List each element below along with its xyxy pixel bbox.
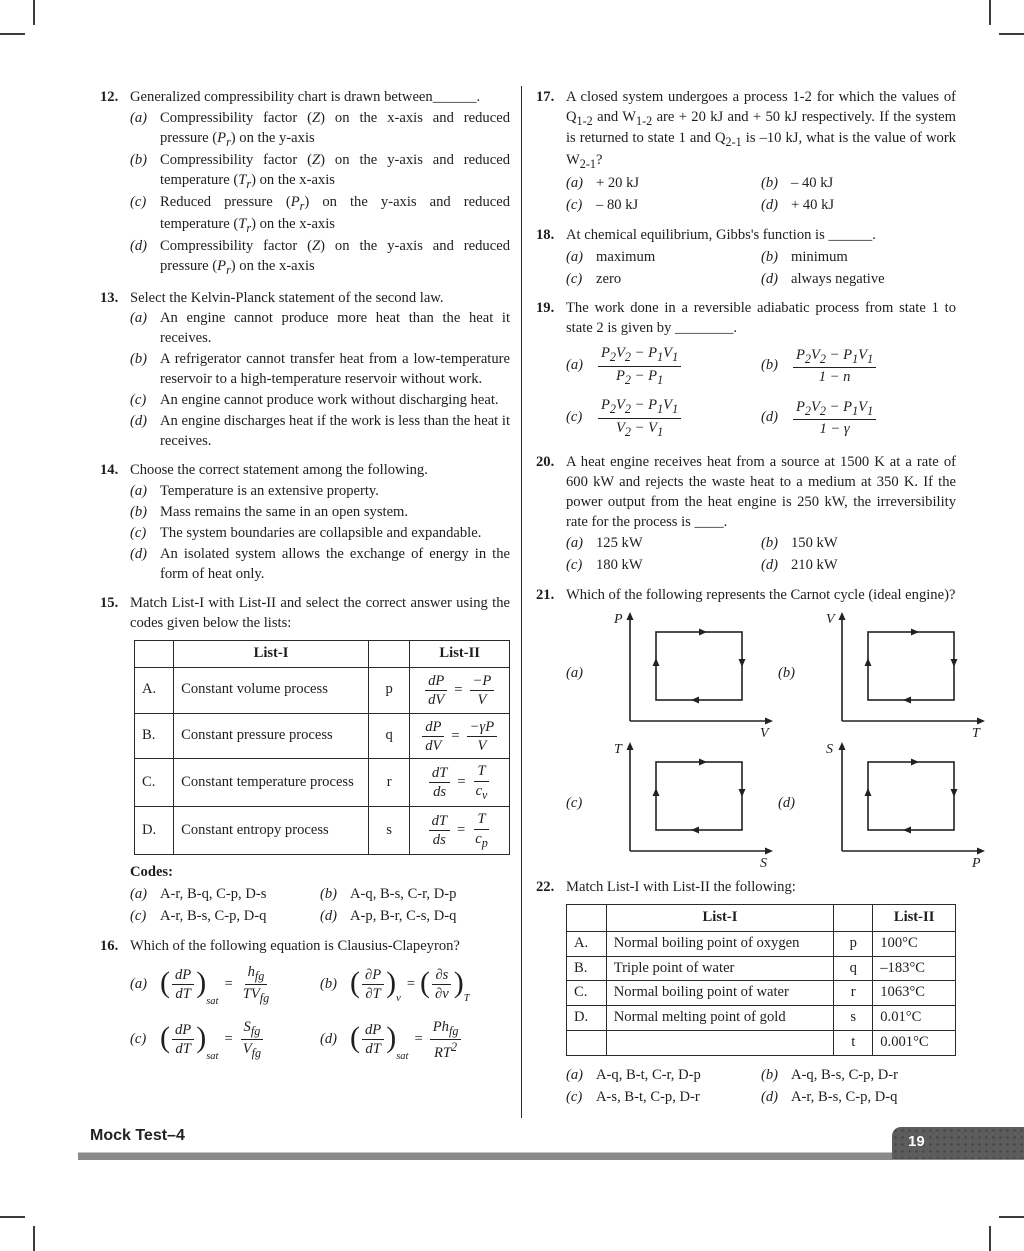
column-header-list2: List-II — [873, 904, 956, 931]
option: (b) 150 kW — [761, 535, 838, 552]
option — [130, 237, 510, 278]
question-text: At chemical equilibrium, Gibbs's function is ______. — [566, 226, 876, 243]
question-text: A heat engine receives heat from a source at 1500 K at a rate of 600 kW and rejects the waste heat to a medium at 350 K. If the power output from the heat engine is 250 kW, the irreversibility rate for the process is ____. — [566, 454, 956, 530]
option — [130, 193, 510, 236]
column-header-list1: List-I — [606, 904, 833, 931]
option-label: (d) — [130, 545, 148, 562]
option: (b) ( $\frac{\partial P}{\partial T}$ ) v = ( $\frac{\partial s}{\partial v}$ ) T — [320, 966, 470, 1004]
option: (a) 125 kW — [566, 535, 643, 552]
question-14 — [100, 461, 510, 584]
option-label: (b) — [130, 351, 148, 368]
question-text: Which of the following represents the Carnot cycle (ideal engine)? — [566, 587, 956, 604]
vt-cycle-diagram — [812, 610, 990, 738]
option-label: (c) — [130, 524, 147, 541]
question-13 — [100, 289, 510, 452]
table-row: D. Constant entropy process s $\frac{dT}{ds}$ = $\frac{T}{c_p}$ — [135, 807, 510, 855]
crop-mark — [989, 1226, 991, 1251]
question-number: 17. — [536, 89, 555, 105]
x-axis-label: V — [760, 726, 769, 739]
x-axis-label: T — [972, 726, 980, 739]
option — [130, 545, 510, 585]
question-15 — [100, 594, 510, 926]
right-column — [536, 88, 981, 1118]
table-row: D. Normal melting point of gold s 0.01°C — [567, 1006, 956, 1031]
code-option: (b) A-q, B-s, C-r, D-p — [320, 885, 457, 902]
question-22 — [536, 878, 956, 1108]
table-row: C. Constant temperature process r $\frac{dT}{ds}$ = $\frac{T}{c_v}$ — [135, 759, 510, 807]
crop-mark — [33, 0, 35, 25]
option-text: An engine discharges heat if the work is less than the heat it receives. — [160, 412, 510, 449]
diagram-option-c: (c) T S — [566, 740, 778, 868]
crop-mark — [989, 0, 991, 25]
option-text: Compressibility factor (Z) on the x-axis and reduced pressure $(P_r)$ on the y-axis — [160, 109, 510, 149]
diagram-option-d: (d) S P — [778, 740, 990, 868]
diagram-option-a: (a) P V — [566, 610, 778, 738]
carnot-diagrams — [566, 610, 981, 869]
question-text: Generalized compressibility chart is drawn between______. — [130, 89, 481, 105]
option-text: Compressibility factor (Z) on the y-axis and reduced pressure $(P_r)$ on the x-axis — [160, 238, 510, 278]
y-axis-label: V — [826, 612, 835, 628]
option — [130, 482, 510, 502]
match-table — [134, 640, 510, 855]
option-label: (a) — [130, 109, 148, 126]
question-number: 20. — [536, 454, 555, 471]
formula: ( $\frac{dP}{dT}$ ) sat = $\frac{S_{fg}}{V_{fg}}$ — [160, 1019, 266, 1061]
option: (c) $\frac{P_2V_2 - P_1V_1}{V_2 - V_1}$ — [566, 393, 761, 443]
option: (c) ( $\frac{dP}{dT}$ ) sat = $\frac{S_{fg}}{V_{fg}}$ — [130, 1013, 320, 1066]
option — [130, 524, 510, 544]
option: (a) $\frac{P_2V_2 - P_1V_1}{P_2 - P_1}$ — [566, 341, 761, 391]
option: (d) + 40 kJ — [761, 197, 835, 214]
content-columns — [100, 88, 981, 1118]
question-text: A closed system undergoes a process 1-2 for which the values of $Q_{1-2}$ and $W_{1-2}$ are + 20 kJ and + 50 kJ respectively. If the system is returned to state 1 and $Q_{2-1}$ is –10 kJ, what is the value of work $W_{2-1}$? — [566, 89, 956, 171]
x-axis-label: P — [972, 856, 981, 869]
option: (d) always negative — [761, 270, 885, 287]
column-header-list1: List-I — [174, 641, 369, 668]
question-17 — [536, 88, 956, 216]
option — [130, 109, 510, 150]
footer-title: Mock Test–4 — [90, 1127, 185, 1144]
question-number: 21. — [536, 587, 555, 604]
question-16 — [100, 937, 510, 1067]
y-axis-label: T — [614, 742, 622, 758]
option-text: Temperature is an extensive property. — [160, 483, 379, 500]
option — [130, 412, 510, 452]
crop-mark — [33, 1226, 35, 1251]
option: (d) $\frac{P_2V_2 - P_1V_1}{1 - \gamma}$ — [761, 393, 956, 443]
option-text: The system boundaries are collapsible and expandable. — [160, 524, 482, 541]
formula: ( $\frac{dP}{dT}$ ) sat = $\frac{h_{fg}}{TV_{fg}}$ — [160, 963, 270, 1007]
question-20 — [536, 453, 956, 576]
table-header-row — [567, 904, 956, 931]
formula: ( $\frac{\partial P}{\partial T}$ ) v = ( $\frac{\partial s}{\partial v}$ ) T — [350, 966, 470, 1004]
question-text: Match List-I with List-II and select the correct answer using the codes given below the lists: — [130, 595, 510, 632]
question-number: 12. — [100, 89, 119, 105]
crop-mark — [0, 33, 25, 35]
option: (c) 180 kW — [566, 557, 643, 574]
option: (a) A-q, B-t, C-r, D-p — [566, 1066, 701, 1083]
option-label: (d) — [130, 238, 148, 255]
option: (d) A-r, B-s, C-p, D-q — [761, 1088, 898, 1105]
formula-options — [130, 956, 510, 1066]
option: (d) ( $\frac{dP}{dT}$ ) sat = $\frac{Ph_{fg}}{RT^2}$ — [320, 1013, 510, 1066]
option — [130, 309, 510, 349]
pv-cycle-diagram — [600, 610, 778, 738]
option: (b) – 40 kJ — [761, 175, 834, 192]
sp-cycle-diagram — [812, 740, 990, 868]
ts-cycle-diagram — [600, 740, 778, 868]
crop-mark — [999, 33, 1024, 35]
option: (b) $\frac{P_2V_2 - P_1V_1}{1 - n}$ — [761, 341, 956, 391]
question-number: 15. — [100, 595, 119, 612]
page-number: 19 — [908, 1133, 925, 1150]
table-row: C. Normal boiling point of water r 1063°C — [567, 981, 956, 1006]
option: (c) zero — [566, 270, 622, 287]
codes-options — [130, 883, 510, 927]
question-number: 14. — [100, 462, 119, 479]
option-label: (b) — [130, 152, 148, 169]
question-text: Select the Kelvin-Planck statement of the second law. — [130, 289, 444, 306]
option: (c) A-s, B-t, C-p, D-r — [566, 1088, 700, 1105]
option-text: Compressibility factor (Z) on the y-axis and reduced temperature $(T_r)$ on the x-axis — [160, 152, 510, 191]
option — [130, 391, 510, 411]
option-label: (c) — [130, 391, 147, 408]
table-row: t 0.001°C — [567, 1031, 956, 1056]
column-header-list2: List-II — [410, 641, 510, 668]
option-text: A refrigerator cannot transfer heat from a low-temperature reservoir to a high-temperature reservoir without work. — [160, 351, 510, 388]
option-text: Reduced pressure $(P_r)$ on the y-axis and reduced temperature $(T_r)$ on the x-axis — [160, 194, 510, 235]
question-text: Which of the following equation is Clausius-Clapeyron? — [130, 937, 460, 954]
question-number: 18. — [536, 226, 555, 243]
x-axis-label: S — [760, 856, 767, 869]
question-number: 13. — [100, 289, 119, 306]
table-header-row — [135, 641, 510, 668]
question-number: 16. — [100, 937, 119, 954]
code-option: (d) A-p, B-r, C-s, D-q — [320, 907, 457, 924]
footer-rule — [78, 1152, 1024, 1160]
option-label: (d) — [130, 412, 148, 429]
y-axis-label: S — [826, 742, 833, 758]
question-text: Choose the correct statement among the following. — [130, 462, 428, 479]
option-label: (a) — [130, 483, 148, 500]
question-19 — [536, 299, 956, 443]
question-text: The work done in a reversible adiabatic process from state 1 to state 2 is given by ________. — [566, 300, 956, 337]
table-row: A. Normal boiling point of oxygen p 100°C — [567, 931, 956, 956]
code-option: (c) A-r, B-s, C-p, D-q — [130, 907, 267, 924]
table-row: A. Constant volume process p $\frac{dP}{dV}$ = $\frac{-P}{V}$ — [135, 667, 510, 713]
option-label: (c) — [130, 194, 147, 211]
diagram-option-b: (b) V T — [778, 610, 990, 738]
question-number: 19. — [536, 300, 555, 317]
option: (a) + 20 kJ — [566, 175, 640, 192]
table-row: B. Constant pressure process q $\frac{dP}{dV}$ = $\frac{-\gamma P}{V}$ — [135, 713, 510, 759]
y-axis-label: P — [614, 612, 623, 628]
formula: ( $\frac{dP}{dT}$ ) sat = $\frac{Ph_{fg}}{RT^2}$ — [350, 1019, 463, 1062]
question-text: Match List-I with List-II the following: — [566, 879, 796, 896]
option — [130, 350, 510, 390]
option-text: Mass remains the same in an open system. — [160, 504, 409, 521]
option — [130, 503, 510, 523]
question-18 — [536, 226, 956, 290]
option: (a) maximum — [566, 248, 656, 265]
crop-mark — [0, 1216, 25, 1218]
codes-label: Codes: — [130, 864, 173, 881]
question-number: 22. — [536, 879, 555, 896]
question-12 — [100, 88, 510, 279]
option: (b) minimum — [761, 248, 848, 265]
option-label: (a) — [130, 310, 148, 327]
option-text: An isolated system allows the exchange of energy in the form of heat only. — [160, 545, 510, 582]
question-21 — [536, 586, 981, 869]
option: (a) ( $\frac{dP}{dT}$ ) sat = $\frac{h_{fg}}{TV_{fg}}$ — [130, 958, 320, 1011]
option — [130, 151, 510, 192]
crop-mark — [999, 1216, 1024, 1218]
table-row: B. Triple point of water q –183°C — [567, 956, 956, 981]
match-table — [566, 904, 956, 1056]
code-option: (a) A-r, B-q, C-p, D-s — [130, 885, 267, 902]
option: (b) A-q, B-s, C-p, D-r — [761, 1066, 899, 1083]
option-label: (b) — [130, 504, 148, 521]
option-text: An engine cannot produce work without discharging heat. — [160, 391, 499, 408]
option: (c) – 80 kJ — [566, 197, 639, 214]
option: (d) 210 kW — [761, 557, 838, 574]
left-column — [100, 88, 510, 1118]
option-text: An engine cannot produce more heat than the heat it receives. — [160, 310, 510, 347]
page-number-badge — [892, 1127, 1024, 1159]
